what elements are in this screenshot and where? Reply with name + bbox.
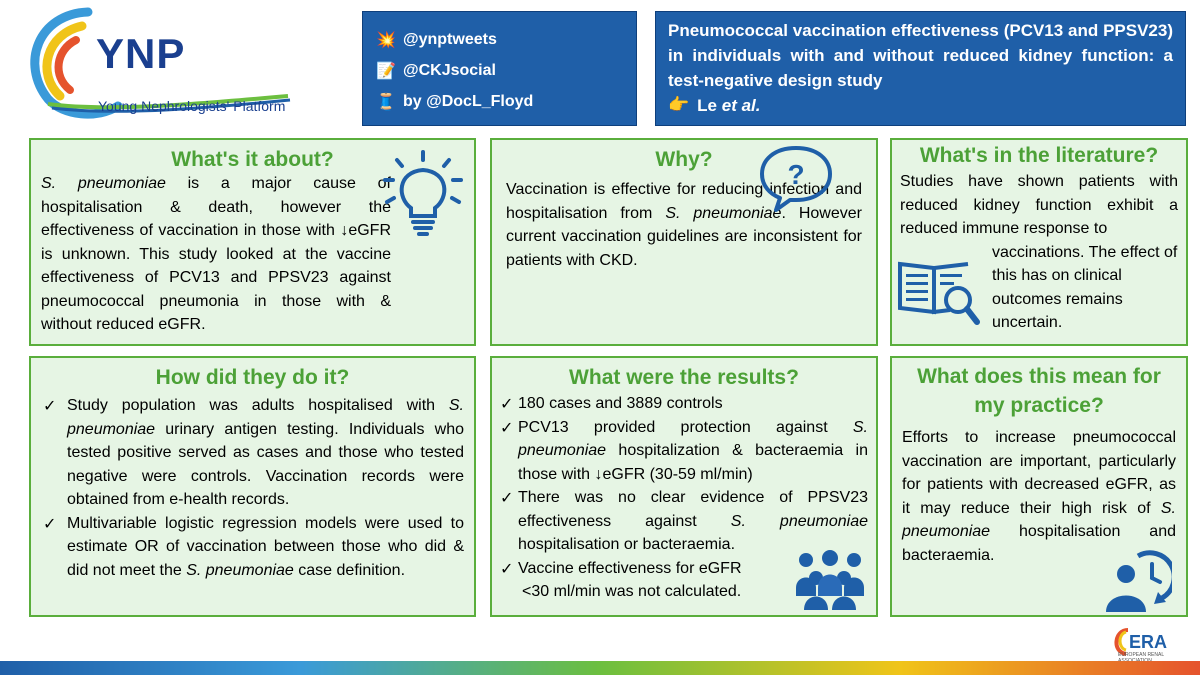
handle-label[interactable]: @ynptweets bbox=[403, 30, 497, 48]
practice-text bbox=[902, 426, 1176, 567]
item-text: case definition. bbox=[293, 561, 406, 579]
literature-text-bottom: vaccinations. The effect of this has on clinical outcomes remains uncertain. bbox=[992, 243, 1178, 331]
item-italic: S. pneumoniae bbox=[730, 512, 868, 530]
item-text: Study population was adults hospitalised with bbox=[67, 397, 449, 414]
question-bubble-icon bbox=[756, 142, 836, 214]
list-item bbox=[500, 392, 868, 416]
logo-subtitle: Young Nephrologists' Platform bbox=[98, 98, 286, 114]
how-list bbox=[41, 394, 464, 582]
paper-title: Pneumococcal vaccination effectiveness (PCV13 and PPSV23) in individuals with and without reduced kidney function: a test-negative design study bbox=[668, 21, 1173, 90]
people-group-icon bbox=[792, 548, 868, 610]
era-logo-text: ERA bbox=[1129, 632, 1168, 652]
item-text: hospitalisation or bacteraemia. bbox=[518, 536, 736, 553]
item-text: Vaccine effectiveness for eGFR bbox=[518, 559, 742, 577]
panel-title: How did they do it? bbox=[155, 366, 350, 389]
about-italic: S. pneumoniae bbox=[41, 175, 166, 192]
panel-title: What's it about? bbox=[171, 148, 334, 171]
panel-title: What does this mean for bbox=[917, 365, 1161, 388]
item-text: 180 cases and 3889 controls bbox=[518, 395, 723, 412]
thread-icon: 🧵 bbox=[376, 92, 396, 111]
panel-title: What were the results? bbox=[569, 366, 799, 389]
item-text: Multivariable logistic regression models were used to estimate OR of vaccination between those who did & did not meet the bbox=[67, 514, 464, 579]
check-icon: ✓ bbox=[500, 417, 514, 437]
panel-title: my practice? bbox=[974, 394, 1104, 417]
practice-text-part: Efforts to increase pneumococcal vaccination are important, particularly for patients with decreased eGFR, as it may reduce their high risk of bbox=[902, 429, 1176, 517]
item-text: urinary antigen testing. Individuals who tested positive served as cases and those who tested negative were controls. Vaccination records were obtained from e-health records. bbox=[67, 420, 464, 508]
collision-icon: 💥 bbox=[376, 30, 396, 49]
check-icon: ✓ bbox=[500, 394, 514, 413]
list-item bbox=[500, 486, 868, 557]
list-item bbox=[41, 512, 464, 583]
svg-text:?: ? bbox=[787, 159, 805, 190]
check-icon: ✓ bbox=[43, 396, 57, 415]
item-text: <30 ml/min was not calculated. bbox=[522, 583, 742, 600]
about-text bbox=[41, 172, 391, 337]
item-italic: S. pneumoniae bbox=[518, 418, 868, 459]
paper-title-box bbox=[655, 11, 1186, 126]
panel-title: What's in the literature? bbox=[919, 144, 1159, 167]
check-icon: ✓ bbox=[500, 558, 514, 578]
handle-row bbox=[375, 86, 624, 117]
about-text-part: is a major cause of hospitalisation & death, however the effectiveness of vaccination in those with ↓eGFR is unknown. This study looked at the vaccine effectiveness of PCV13 and PPSV23 against pneumococcal pneumonia in those with & without reduced eGFR. bbox=[41, 175, 391, 333]
literature-text-top: Studies have shown patients with reduced kidney function exhibit a reduced immune response to bbox=[900, 173, 1178, 237]
book-search-icon bbox=[898, 258, 980, 328]
list-item bbox=[500, 416, 868, 487]
memo-icon: 📝 bbox=[376, 61, 396, 80]
item-italic: S. pneumoniae bbox=[67, 397, 464, 438]
how-panel bbox=[29, 356, 476, 617]
logo-text: YNP bbox=[96, 30, 186, 77]
item-text: PCV13 provided protection against bbox=[518, 418, 853, 436]
check-icon: ✓ bbox=[43, 513, 57, 533]
handle-label[interactable]: @CKJsocial bbox=[403, 61, 496, 79]
lightbulb-icon bbox=[383, 150, 463, 238]
item-italic: S. pneumoniae bbox=[186, 561, 294, 579]
author-suffix: et al. bbox=[721, 96, 761, 115]
person-clock-icon bbox=[1102, 548, 1172, 614]
author-row bbox=[668, 93, 1173, 118]
item-text: hospitalization & bacteraemia in those with ↓eGFR (30-59 ml/min) bbox=[518, 442, 868, 483]
author-name: Le bbox=[697, 96, 722, 115]
why-text-part: . However current vaccination guidelines are inconsistent for patients with CKD. bbox=[506, 204, 862, 269]
list-item bbox=[41, 394, 464, 512]
practice-text-part: hospitalisation and bacteraemia. bbox=[902, 523, 1176, 564]
why-text-part: Vaccination is effective for reducing infection and hospitalisation from bbox=[506, 181, 862, 222]
item-text: There was no clear evidence of PPSV23 effectiveness against bbox=[518, 489, 868, 530]
footer-gradient-bar bbox=[0, 661, 1200, 675]
panel-title: Why? bbox=[655, 148, 713, 171]
handle-row bbox=[375, 55, 624, 86]
era-logo-subtitle: EUROPEAN RENAL bbox=[1118, 652, 1164, 658]
practice-italic: S. pneumoniae bbox=[902, 499, 1176, 540]
why-italic: S. pneumoniae bbox=[665, 204, 782, 222]
check-icon: ✓ bbox=[500, 488, 514, 507]
pointing-hand-icon: 👉 bbox=[668, 95, 690, 115]
handle-label[interactable]: by @DocL_Floyd bbox=[403, 92, 534, 110]
handle-row bbox=[375, 24, 624, 55]
social-handles-box bbox=[362, 11, 637, 126]
